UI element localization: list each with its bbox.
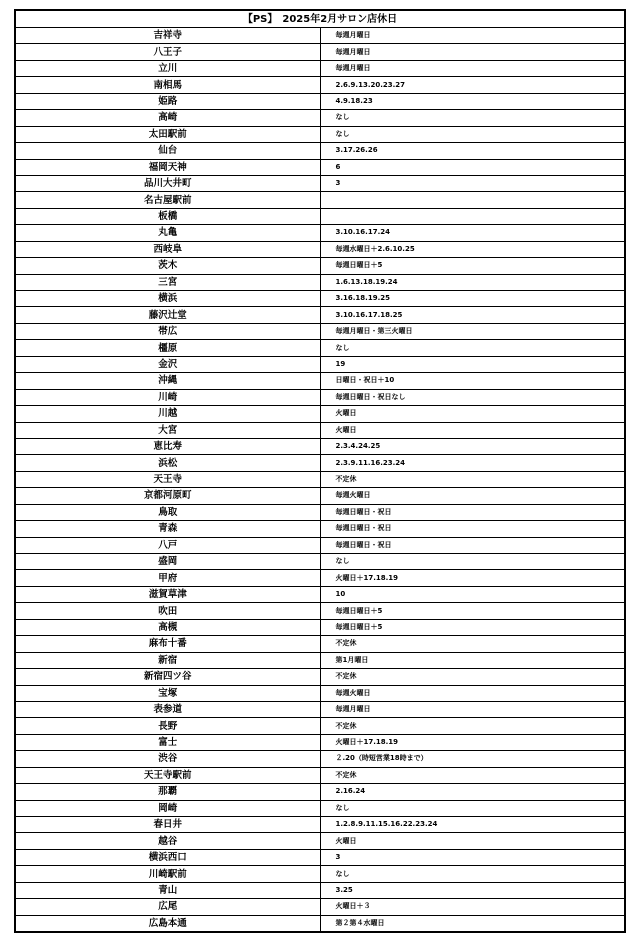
salon-holiday-table xyxy=(14,9,626,933)
table-row xyxy=(16,718,625,734)
salon-location: 八王子 xyxy=(16,44,321,60)
table-row xyxy=(16,340,625,356)
holiday-value: なし xyxy=(320,340,625,356)
salon-location: 高槻 xyxy=(16,619,321,635)
holiday-value: 3.25 xyxy=(320,882,625,898)
holiday-value: 3 xyxy=(320,849,625,865)
holiday-value: なし xyxy=(320,126,625,142)
table-row xyxy=(16,143,625,159)
table-row xyxy=(16,373,625,389)
holiday-value: 不定休 xyxy=(320,471,625,487)
salon-location: 広島本通 xyxy=(16,915,321,931)
salon-location: 名古屋駅前 xyxy=(16,192,321,208)
holiday-value: 第1月曜日 xyxy=(320,652,625,668)
holiday-value: 不定休 xyxy=(320,636,625,652)
table-row xyxy=(16,767,625,783)
salon-location: 南相馬 xyxy=(16,77,321,93)
table-row xyxy=(16,175,625,191)
holiday-value: 不定休 xyxy=(320,718,625,734)
salon-location: 仙台 xyxy=(16,143,321,159)
holiday-value: 毎週日曜日・祝日 xyxy=(320,537,625,553)
table-row xyxy=(16,669,625,685)
salon-location: 茨木 xyxy=(16,258,321,274)
salon-location: 橿原 xyxy=(16,340,321,356)
salon-location: 三宮 xyxy=(16,274,321,290)
holiday-value xyxy=(320,192,625,208)
holiday-value: 火曜日＋17.18.19 xyxy=(320,570,625,586)
salon-location: 金沢 xyxy=(16,356,321,372)
salon-location: 恵比寿 xyxy=(16,438,321,454)
holiday-value: 1.6.13.18.19.24 xyxy=(320,274,625,290)
holiday-value: 毎週日曜日・祝日 xyxy=(320,504,625,520)
holiday-value: 火曜日＋３ xyxy=(320,899,625,915)
salon-location: 甲府 xyxy=(16,570,321,586)
table-row xyxy=(16,554,625,570)
salon-location: 品川大井町 xyxy=(16,175,321,191)
salon-location: 宝塚 xyxy=(16,685,321,701)
table-row xyxy=(16,636,625,652)
salon-location: 新宿 xyxy=(16,652,321,668)
table-row xyxy=(16,784,625,800)
salon-location: 八戸 xyxy=(16,537,321,553)
holiday-value: なし xyxy=(320,800,625,816)
table-row xyxy=(16,44,625,60)
table-row xyxy=(16,866,625,882)
holiday-value: 1.2.8.9.11.15.16.22.23.24 xyxy=(320,817,625,833)
table-row xyxy=(16,570,625,586)
salon-location: 天王寺 xyxy=(16,471,321,487)
salon-location: 西岐阜 xyxy=(16,241,321,257)
holiday-value: 3.16.18.19.25 xyxy=(320,291,625,307)
holiday-value: なし xyxy=(320,554,625,570)
table-row xyxy=(16,208,625,224)
salon-location: 吉祥寺 xyxy=(16,28,321,44)
table-row xyxy=(16,504,625,520)
table-body xyxy=(16,11,625,932)
holiday-value: 毎週月曜日 xyxy=(320,44,625,60)
holiday-value: 日曜日・祝日＋10 xyxy=(320,373,625,389)
salon-location: 麻布十番 xyxy=(16,636,321,652)
holiday-value: 火曜日 xyxy=(320,833,625,849)
table-row xyxy=(16,274,625,290)
salon-location: 福岡天神 xyxy=(16,159,321,175)
holiday-value: 毎週火曜日 xyxy=(320,488,625,504)
table-row xyxy=(16,455,625,471)
salon-location: 渋谷 xyxy=(16,751,321,767)
salon-location: 那覇 xyxy=(16,784,321,800)
holiday-value: 火曜日＋17.18.19 xyxy=(320,734,625,750)
table-row xyxy=(16,258,625,274)
table-row xyxy=(16,833,625,849)
table-row xyxy=(16,685,625,701)
salon-location: 表参道 xyxy=(16,701,321,717)
holiday-value: 毎週水曜日＋2.6.10.25 xyxy=(320,241,625,257)
table-row xyxy=(16,60,625,76)
holiday-value: 火曜日 xyxy=(320,406,625,422)
table-row xyxy=(16,126,625,142)
table-row xyxy=(16,537,625,553)
salon-location: 姫路 xyxy=(16,93,321,109)
salon-location: 広尾 xyxy=(16,899,321,915)
salon-location: 京都河原町 xyxy=(16,488,321,504)
salon-location: 春日井 xyxy=(16,817,321,833)
table-row xyxy=(16,159,625,175)
table-row xyxy=(16,192,625,208)
holiday-value: 3.17.26.26 xyxy=(320,143,625,159)
salon-location: 滋賀草津 xyxy=(16,586,321,602)
holiday-value: 2.3.4.24.25 xyxy=(320,438,625,454)
salon-location: 新宿四ツ谷 xyxy=(16,669,321,685)
table-row xyxy=(16,817,625,833)
holiday-value: 毎週月曜日 xyxy=(320,60,625,76)
holiday-value: 3.10.16.17.18.25 xyxy=(320,307,625,323)
table-row xyxy=(16,751,625,767)
salon-location: 川崎 xyxy=(16,389,321,405)
holiday-value: 毎週日曜日＋5 xyxy=(320,619,625,635)
holiday-value xyxy=(320,208,625,224)
salon-location: 藤沢辻堂 xyxy=(16,307,321,323)
table-row xyxy=(16,849,625,865)
table-row xyxy=(16,323,625,339)
table-row xyxy=(16,586,625,602)
holiday-value: 3 xyxy=(320,175,625,191)
holiday-value: 毎週月曜日・第三火曜日 xyxy=(320,323,625,339)
holiday-value: 毎週日曜日・祝日なし xyxy=(320,389,625,405)
salon-location: 盛岡 xyxy=(16,554,321,570)
holiday-value: 10 xyxy=(320,586,625,602)
salon-location: 丸亀 xyxy=(16,225,321,241)
salon-location: 立川 xyxy=(16,60,321,76)
salon-location: 川崎駅前 xyxy=(16,866,321,882)
salon-location: 大宮 xyxy=(16,422,321,438)
holiday-value: 2.16.24 xyxy=(320,784,625,800)
holiday-value: 毎週日曜日・祝日 xyxy=(320,521,625,537)
table-row xyxy=(16,93,625,109)
holiday-value: 19 xyxy=(320,356,625,372)
table-row xyxy=(16,734,625,750)
table-row xyxy=(16,77,625,93)
salon-location: 太田駅前 xyxy=(16,126,321,142)
table-row xyxy=(16,652,625,668)
table-row xyxy=(16,110,625,126)
table-row xyxy=(16,619,625,635)
table-row xyxy=(16,899,625,915)
salon-location: 吹田 xyxy=(16,603,321,619)
salon-location: 板橋 xyxy=(16,208,321,224)
holiday-value: 毎週日曜日＋5 xyxy=(320,603,625,619)
holiday-value: 6 xyxy=(320,159,625,175)
salon-location: 富士 xyxy=(16,734,321,750)
holiday-value: なし xyxy=(320,866,625,882)
table-row xyxy=(16,882,625,898)
holiday-value: 毎週日曜日＋5 xyxy=(320,258,625,274)
salon-location: 浜松 xyxy=(16,455,321,471)
holiday-value: ２.20（時短営業18時まで） xyxy=(320,751,625,767)
salon-location: 青山 xyxy=(16,882,321,898)
salon-location: 沖縄 xyxy=(16,373,321,389)
holiday-value: 2.3.9.11.16.23.24 xyxy=(320,455,625,471)
salon-location: 岡崎 xyxy=(16,800,321,816)
salon-location: 鳥取 xyxy=(16,504,321,520)
salon-location: 横浜 xyxy=(16,291,321,307)
salon-location: 天王寺駅前 xyxy=(16,767,321,783)
salon-location: 帯広 xyxy=(16,323,321,339)
holiday-value: 毎週月曜日 xyxy=(320,28,625,44)
holiday-value: 4.9.18.23 xyxy=(320,93,625,109)
salon-location: 高崎 xyxy=(16,110,321,126)
title-row xyxy=(16,11,625,28)
salon-location: 長野 xyxy=(16,718,321,734)
table-row xyxy=(16,488,625,504)
table-row xyxy=(16,406,625,422)
table-row xyxy=(16,438,625,454)
table-row xyxy=(16,800,625,816)
salon-location: 越谷 xyxy=(16,833,321,849)
holiday-value: 3.10.16.17.24 xyxy=(320,225,625,241)
holiday-value: 火曜日 xyxy=(320,422,625,438)
table-row xyxy=(16,521,625,537)
table-row xyxy=(16,422,625,438)
table-row xyxy=(16,471,625,487)
table-row xyxy=(16,225,625,241)
holiday-value: 毎週火曜日 xyxy=(320,685,625,701)
salon-location: 横浜西口 xyxy=(16,849,321,865)
table-row xyxy=(16,28,625,44)
holiday-value: 毎週月曜日 xyxy=(320,701,625,717)
table-row xyxy=(16,307,625,323)
table-title: 【PS】 2025年2月サロン店休日 xyxy=(16,11,625,28)
salon-location: 青森 xyxy=(16,521,321,537)
table-row xyxy=(16,291,625,307)
holiday-value: 2.6.9.13.20.23.27 xyxy=(320,77,625,93)
table-row xyxy=(16,915,625,931)
table-row xyxy=(16,241,625,257)
holiday-value: 不定休 xyxy=(320,767,625,783)
table-row xyxy=(16,389,625,405)
holiday-value: なし xyxy=(320,110,625,126)
holiday-value: 第２第４水曜日 xyxy=(320,915,625,931)
holiday-value: 不定休 xyxy=(320,669,625,685)
table-row xyxy=(16,603,625,619)
table-row xyxy=(16,356,625,372)
table-row xyxy=(16,701,625,717)
salon-location: 川越 xyxy=(16,406,321,422)
